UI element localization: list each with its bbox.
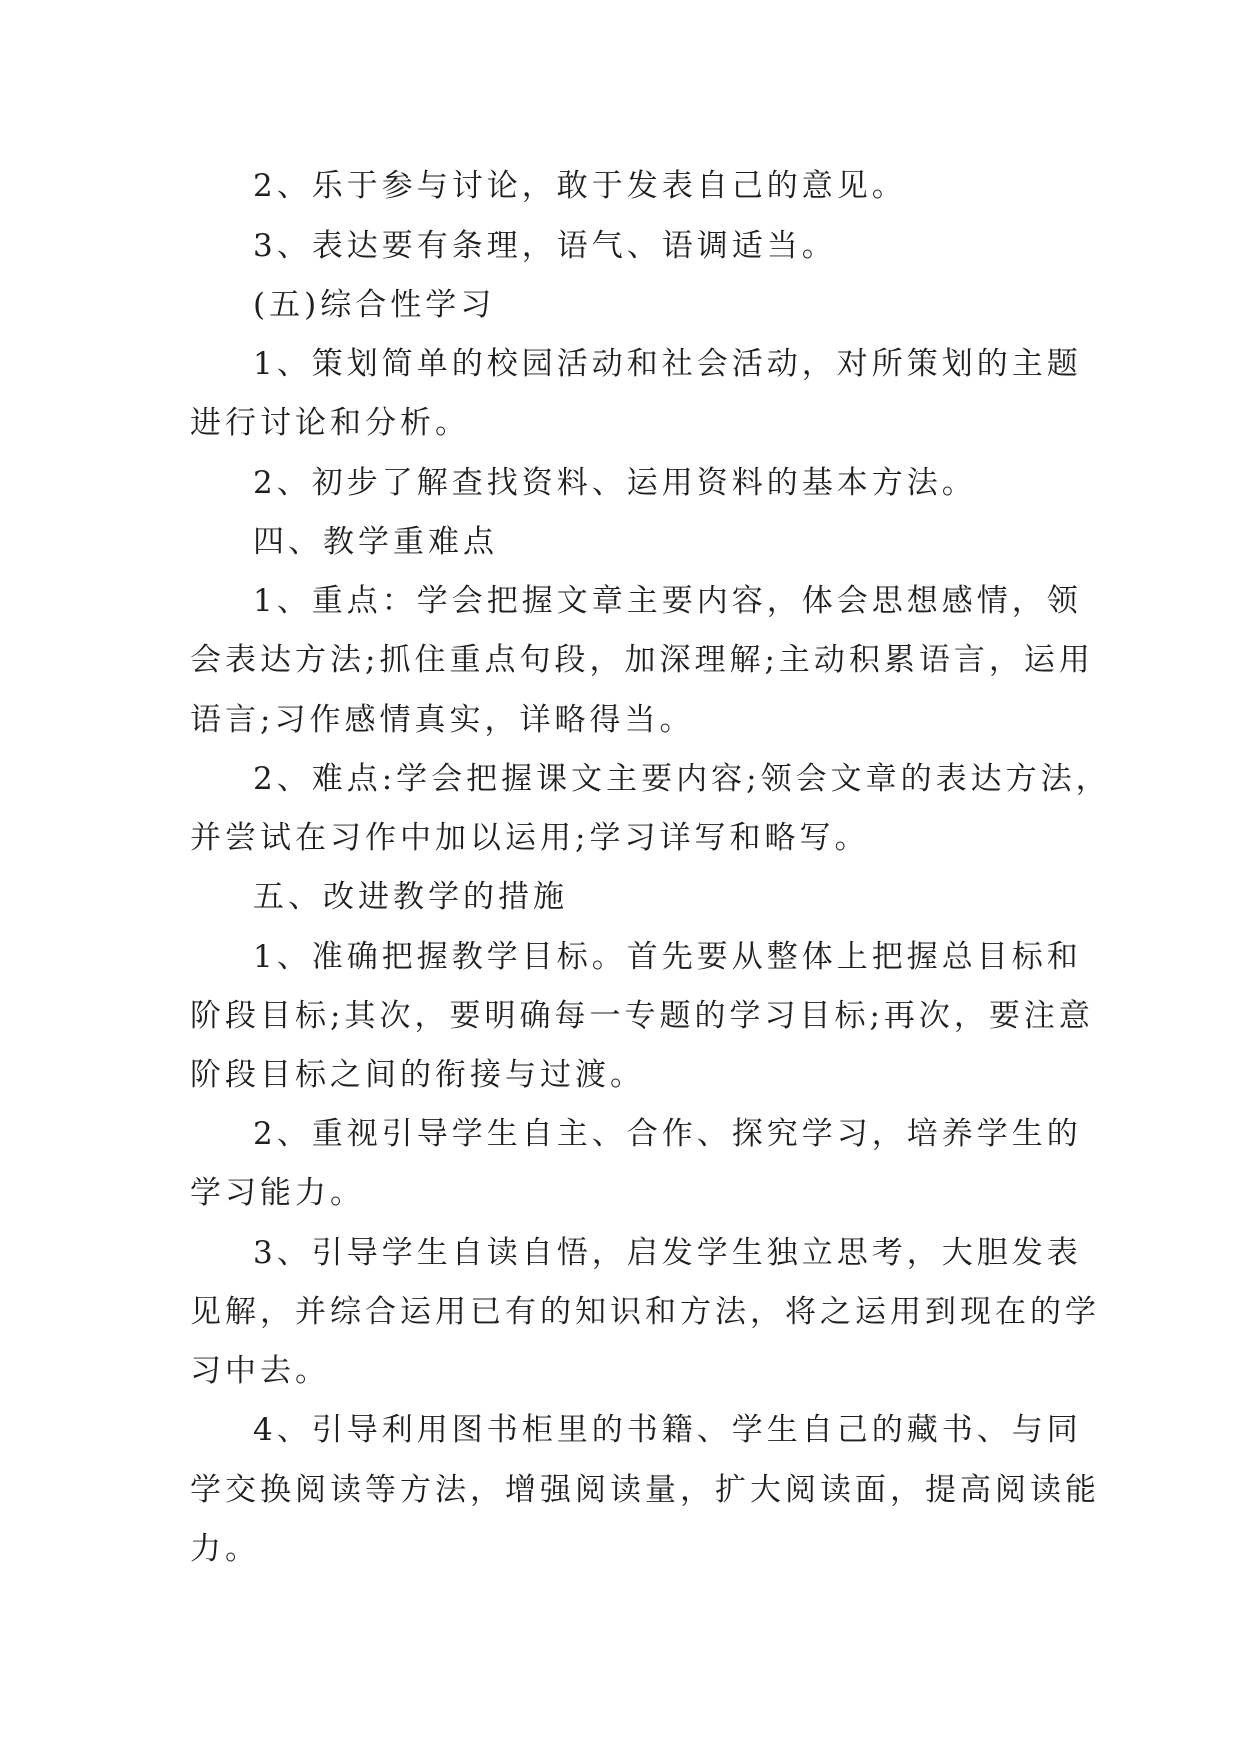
paragraph-line: 1、重点：学会把握文章主要内容，体会思想感情，领 [253,583,1082,619]
paragraph-line: 阶段目标;其次，要明确每一专题的学习目标;再次，要注意 [190,998,1094,1034]
paragraph-line: 语言;习作感情真实，详略得当。 [190,702,695,738]
paragraph-line: 会表达方法;抓住重点句段，加深理解;主动积累语言，运用 [190,642,1094,678]
paragraph-line: 4、引导利用图书柜里的书籍、学生自己的藏书、与同 [253,1412,1082,1448]
paragraph-line: 2、初步了解查找资料、运用资料的基本方法。 [253,465,977,501]
section-heading: 五、改进教学的措施 [253,879,568,915]
paragraph-line: 2、难点:学会把握课文主要内容;领会文章的表达方法， [253,761,1111,797]
paragraph-line: 学交换阅读等方法，增强阅读量，扩大阅读面，提高阅读能 [190,1472,1100,1508]
section-heading: 四、教学重难点 [253,524,498,560]
paragraph-line: 进行讨论和分析。 [190,405,470,441]
paragraph-line: 阶段目标之间的衔接与过渡。 [190,1057,645,1093]
paragraph-line: 2、乐于参与讨论，敢于发表自己的意见。 [253,168,907,204]
paragraph-line: 见解，并综合运用已有的知识和方法，将之运用到现在的学 [190,1294,1100,1330]
paragraph-line: 力。 [190,1531,260,1567]
paragraph-line: 1、准确把握教学目标。首先要从整体上把握总目标和 [253,939,1082,975]
paragraph-line: 习中去。 [190,1353,330,1389]
paragraph-line: 3、表达要有条理，语气、语调适当。 [253,228,837,264]
paragraph-line: 学习能力。 [190,1175,365,1211]
paragraph-line: 并尝试在习作中加以运用;学习详写和略写。 [190,820,870,856]
paragraph-line: 3、引导学生自读自悟，启发学生独立思考，大胆发表 [253,1235,1082,1271]
paragraph-line: 2、重视引导学生自主、合作、探究学习，培养学生的 [253,1116,1082,1152]
section-heading: (五)综合性学习 [253,287,496,323]
paragraph-line: 1、策划简单的校园活动和社会活动，对所策划的主题 [253,346,1082,382]
